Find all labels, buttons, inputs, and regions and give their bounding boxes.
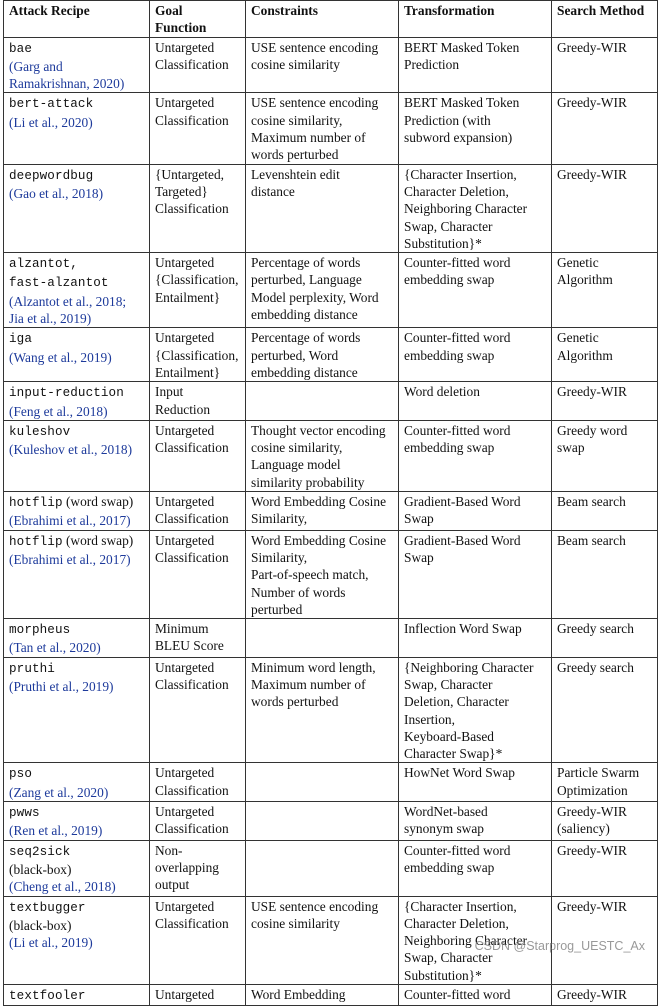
search-cell-line: Particle Swarm	[557, 765, 640, 781]
recipe-cell	[4, 896, 150, 984]
search-cell	[552, 492, 658, 531]
transformation-cell	[399, 420, 552, 491]
goal-cell-line: Classification	[155, 511, 229, 527]
goal-cell-line: Classification	[155, 549, 229, 565]
goal-cell-line: Non-	[155, 842, 183, 858]
recipe-cell	[4, 420, 150, 491]
transformation-cell	[399, 840, 552, 896]
transformation-cell-line: WordNet-based	[404, 804, 488, 820]
citation-link[interactable]: (Alzantot et al., 2018;	[9, 293, 127, 309]
recipe-name: hotflip	[9, 534, 63, 549]
citation-link[interactable]: (Wang et al., 2019)	[9, 349, 112, 365]
goal-cell-line: Untargeted	[155, 39, 215, 55]
citation-link[interactable]: (Ren et al., 2019)	[9, 823, 103, 839]
citation-link[interactable]: (Feng et al., 2018)	[9, 403, 108, 419]
constraints-cell-line: cosine similarity,	[251, 440, 343, 456]
goal-cell	[150, 492, 246, 531]
table-row	[4, 840, 658, 896]
search-cell	[552, 253, 658, 328]
constraints-cell	[246, 530, 399, 618]
transformation-cell-line: Counter-fitted word	[404, 842, 511, 858]
constraints-cell	[246, 619, 399, 658]
table-row	[4, 420, 658, 491]
transformation-cell-line: Counter-fitted word	[404, 422, 511, 438]
recipe-cell	[4, 93, 150, 164]
transformation-cell-line: Counter-fitted word	[404, 987, 511, 1003]
goal-cell-line: output	[155, 877, 190, 893]
constraints-cell	[246, 985, 399, 1006]
recipe-name: textbugger	[9, 900, 86, 915]
table-row	[4, 253, 658, 328]
citation-link[interactable]: Ramakrishnan, 2020)	[9, 76, 125, 92]
constraints-cell-line: distance	[251, 183, 295, 199]
citation-link[interactable]: (Ebrahimi et al., 2017)	[9, 551, 131, 567]
recipe-name: bae	[9, 41, 32, 56]
recipe-variant: (black-box)	[9, 917, 72, 933]
search-cell-line: Algorithm	[557, 272, 613, 288]
transformation-cell-line: Prediction	[404, 56, 460, 72]
constraints-cell-line: perturbed, Word	[251, 347, 339, 363]
recipe-name: seq2sick	[9, 844, 71, 859]
search-cell-line: Greedy word	[557, 422, 628, 438]
transformation-cell-line: BERT Masked Token	[404, 39, 520, 55]
transformation-cell-line: Swap	[404, 549, 434, 565]
search-cell-line: Greedy-WIR	[557, 804, 627, 820]
recipe-cell	[4, 492, 150, 531]
search-cell-line: (saliency)	[557, 821, 610, 837]
goal-cell-line: Untargeted	[155, 898, 215, 914]
goal-cell-line: Untargeted	[155, 330, 215, 346]
transformation-cell-line: {Character Insertion,	[404, 898, 517, 914]
citation-link[interactable]: (Cheng et al., 2018)	[9, 879, 116, 895]
constraints-cell-line: words perturbed	[251, 694, 339, 710]
constraints-cell	[246, 93, 399, 164]
constraints-cell-line: Maximum number of	[251, 130, 366, 146]
recipe-name: morpheus	[9, 623, 71, 638]
transformation-cell-line: Neighboring Character	[404, 933, 528, 949]
goal-cell-line: {Classification,	[155, 347, 239, 363]
constraints-cell	[246, 840, 399, 896]
goal-cell	[150, 93, 246, 164]
transformation-cell-line: Counter-fitted word	[404, 255, 511, 271]
table-row	[4, 619, 658, 658]
goal-cell-line: Targeted}	[155, 183, 208, 199]
search-cell	[552, 37, 658, 93]
search-cell	[552, 763, 658, 802]
transformation-cell-line: Neighboring Character	[404, 201, 528, 217]
transformation-cell-line: embedding swap	[404, 440, 495, 456]
transformation-cell-line: {Neighboring Character	[404, 659, 534, 675]
search-cell-line: Greedy search	[557, 659, 634, 675]
citation-link[interactable]: (Kuleshov et al., 2018)	[9, 442, 133, 458]
search-cell-line: Algorithm	[557, 347, 613, 363]
search-cell-line: Greedy search	[557, 621, 634, 637]
constraints-cell-line: Levenshtein edit	[251, 166, 340, 182]
constraints-cell-line: cosine similarity	[251, 915, 340, 931]
goal-cell	[150, 619, 246, 658]
table-row	[4, 37, 658, 93]
search-cell	[552, 530, 658, 618]
recipe-name: fast-alzantot	[9, 276, 109, 291]
goal-cell-line: Classification	[155, 201, 229, 217]
transformation-cell	[399, 253, 552, 328]
citation-link[interactable]: Jia et al., 2019)	[9, 311, 92, 327]
search-cell	[552, 657, 658, 763]
header-search-method: Search Method	[552, 1, 658, 38]
transformation-cell	[399, 93, 552, 164]
constraints-cell	[246, 657, 399, 763]
transformation-cell-line: BERT Masked Token	[404, 95, 520, 111]
constraints-cell	[246, 420, 399, 491]
recipe-cell	[4, 619, 150, 658]
search-cell	[552, 619, 658, 658]
table-row	[4, 802, 658, 841]
goal-cell-line: Classification	[155, 676, 229, 692]
goal-cell-line: Classification	[155, 112, 229, 128]
recipe-name: kuleshov	[9, 424, 71, 439]
search-cell-line: Genetic	[557, 330, 599, 346]
constraints-cell-line: Model perplexity, Word	[251, 289, 379, 305]
recipe-cell	[4, 840, 150, 896]
citation-link[interactable]: (Garg and	[9, 58, 63, 74]
recipe-variant: (black-box)	[9, 861, 72, 877]
search-cell	[552, 328, 658, 382]
search-cell-line: Genetic	[557, 255, 599, 271]
header-row	[4, 1, 658, 38]
recipe-name: input-reduction	[9, 386, 124, 401]
citation-link[interactable]: (Pruthi et al., 2019)	[9, 678, 114, 694]
table-row	[4, 492, 658, 531]
transformation-cell-line: Counter-fitted word	[404, 330, 511, 346]
recipe-cell	[4, 37, 150, 93]
transformation-cell-line: Gradient-Based Word	[404, 532, 521, 548]
constraints-cell-line: embedding distance	[251, 364, 358, 380]
attack-recipes-table	[3, 0, 658, 1006]
table-row	[4, 657, 658, 763]
recipe-cell	[4, 530, 150, 618]
goal-cell	[150, 164, 246, 252]
transformation-cell-line: Swap	[404, 511, 434, 527]
table-row	[4, 328, 658, 382]
transformation-cell	[399, 37, 552, 93]
constraints-cell-line: Part-of-speech match,	[251, 567, 369, 583]
citation-link[interactable]: (Li et al., 2019)	[9, 935, 93, 951]
transformation-cell-line: Gradient-Based Word	[404, 494, 521, 510]
constraints-cell	[246, 802, 399, 841]
goal-cell-line: Untargeted	[155, 255, 215, 271]
transformation-cell-line: embedding swap	[404, 859, 495, 875]
transformation-cell-line: Prediction (with	[404, 112, 491, 128]
goal-cell-line: overlapping	[155, 859, 219, 875]
table-row	[4, 985, 658, 1006]
transformation-cell	[399, 492, 552, 531]
constraints-cell-line: cosine similarity	[251, 56, 340, 72]
constraints-cell-line: USE sentence encoding	[251, 95, 379, 111]
search-cell-line: Greedy-WIR	[557, 898, 627, 914]
recipe-name: bert-attack	[9, 97, 94, 112]
goal-cell	[150, 328, 246, 382]
transformation-cell-line: HowNet Word Swap	[404, 765, 515, 781]
constraints-cell-line: Percentage of words	[251, 255, 361, 271]
search-cell	[552, 985, 658, 1006]
transformation-cell	[399, 985, 552, 1006]
search-cell	[552, 93, 658, 164]
search-cell-line: Greedy-WIR	[557, 39, 627, 55]
goal-cell-line: Entailment}	[155, 289, 221, 305]
search-cell-line: Greedy-WIR	[557, 384, 627, 400]
table-row	[4, 93, 658, 164]
goal-cell	[150, 420, 246, 491]
constraints-cell	[246, 328, 399, 382]
search-cell-line: Greedy-WIR	[557, 987, 627, 1003]
search-cell-line: Optimization	[557, 782, 628, 798]
table-row	[4, 530, 658, 618]
goal-cell	[150, 802, 246, 841]
constraints-cell	[246, 492, 399, 531]
goal-cell	[150, 253, 246, 328]
search-cell	[552, 164, 658, 252]
recipe-name: alzantot,	[9, 257, 78, 272]
recipe-cell	[4, 164, 150, 252]
transformation-cell	[399, 164, 552, 252]
goal-cell-line: Minimum	[155, 621, 209, 637]
goal-cell-line: {Untargeted,	[155, 166, 225, 182]
goal-cell-line: Untargeted	[155, 987, 215, 1003]
search-cell-line: Greedy-WIR	[557, 842, 627, 858]
transformation-cell-line: Character Deletion,	[404, 183, 509, 199]
constraints-cell	[246, 164, 399, 252]
goal-cell	[150, 896, 246, 984]
constraints-cell	[246, 763, 399, 802]
transformation-cell-line: Swap, Character	[404, 218, 493, 234]
constraints-cell-line: Maximum number of	[251, 676, 366, 692]
goal-cell	[150, 530, 246, 618]
constraints-cell	[246, 253, 399, 328]
search-cell-line: Greedy-WIR	[557, 166, 627, 182]
goal-cell-line: BLEU Score	[155, 638, 224, 654]
constraints-cell-line: Thought vector encoding	[251, 422, 386, 438]
header-constraints: Constraints	[246, 1, 399, 38]
search-cell-line: Beam search	[557, 532, 626, 548]
search-cell	[552, 840, 658, 896]
recipe-cell	[4, 985, 150, 1006]
constraints-cell-line: similarity probability	[251, 474, 365, 490]
table-row	[4, 382, 658, 421]
goal-cell-line: Classification	[155, 440, 229, 456]
constraints-clip	[251, 493, 393, 527]
search-cell-line: swap	[557, 440, 585, 456]
recipe-cell	[4, 802, 150, 841]
table-row	[4, 164, 658, 252]
recipe-cell	[4, 763, 150, 802]
constraints-cell-line: perturbed	[251, 601, 303, 617]
transformation-cell-line: Inflection Word Swap	[404, 621, 522, 637]
goal-cell	[150, 37, 246, 93]
transformation-cell-line: Deletion, Character	[404, 694, 509, 710]
recipe-name: textfooler	[9, 989, 86, 1004]
transformation-cell-line: Character Swap}*	[404, 746, 503, 762]
goal-cell-line: Entailment}	[155, 364, 221, 380]
constraints-cell	[246, 382, 399, 421]
constraints-cell-line: USE sentence encoding	[251, 39, 379, 55]
goal-cell-line: Untargeted	[155, 95, 215, 111]
constraints-cell	[246, 37, 399, 93]
constraints-cell-line: Similarity,	[251, 549, 308, 565]
transformation-cell	[399, 619, 552, 658]
constraints-cell-line: Similarity,	[251, 511, 308, 527]
header-goal-function: Goal Function	[150, 1, 246, 38]
transformation-cell	[399, 530, 552, 618]
constraints-cell-line: Percentage of words	[251, 330, 361, 346]
transformation-cell	[399, 802, 552, 841]
search-cell-line: Greedy-WIR	[557, 95, 627, 111]
constraints-cell-line: cosine similarity,	[251, 112, 343, 128]
header-attack-recipe: Attack Recipe	[4, 1, 150, 38]
citation-link[interactable]: (Ebrahimi et al., 2017)	[9, 513, 131, 529]
transformation-cell-line: Insertion,	[404, 711, 455, 727]
transformation-cell-line: Substitution}*	[404, 967, 482, 983]
transformation-cell	[399, 763, 552, 802]
goal-cell-line: Untargeted	[155, 532, 215, 548]
constraints-cell-line: Minimum word length,	[251, 659, 376, 675]
goal-cell-line: Untargeted	[155, 494, 215, 510]
transformation-cell-line: embedding swap	[404, 347, 495, 363]
recipe-cell	[4, 382, 150, 421]
transformation-cell-line: Swap, Character	[404, 950, 493, 966]
transformation-cell	[399, 657, 552, 763]
constraints-cell-line: embedding distance	[251, 307, 358, 323]
goal-cell	[150, 763, 246, 802]
goal-cell-line: Untargeted	[155, 804, 215, 820]
search-cell	[552, 420, 658, 491]
constraints-cell-line: USE sentence encoding	[251, 898, 379, 914]
recipe-name: pruthi	[9, 661, 55, 676]
constraints-cell-line: perturbed, Language	[251, 272, 362, 288]
recipe-name: deepwordbug	[9, 168, 94, 183]
goal-cell-line: Untargeted	[155, 422, 215, 438]
constraints-cell-line: Word Embedding Cosine	[251, 532, 387, 548]
goal-cell-line: Untargeted	[155, 659, 215, 675]
goal-cell	[150, 382, 246, 421]
transformation-cell-line: Word deletion	[404, 384, 480, 400]
citation-link[interactable]: (Tan et al., 2020)	[9, 640, 101, 656]
goal-cell-line: Untargeted	[155, 765, 215, 781]
search-cell	[552, 382, 658, 421]
constraints-cell-line: Number of words	[251, 584, 346, 600]
goal-cell-line: {Classification,	[155, 272, 239, 288]
citation-link[interactable]: (Zang et al., 2020)	[9, 784, 109, 800]
recipe-cell	[4, 253, 150, 328]
header-transformation: Transformation	[399, 1, 552, 38]
constraints-cell	[246, 896, 399, 984]
transformation-cell-line: subword expansion)	[404, 130, 513, 146]
transformation-cell-line: embedding swap	[404, 272, 495, 288]
constraints-cell-line: Word Embedding Cosine	[251, 494, 387, 510]
transformation-cell	[399, 328, 552, 382]
transformation-cell-line: Swap, Character	[404, 676, 493, 692]
goal-cell-line: Classification	[155, 915, 229, 931]
transformation-cell-line: synonym swap	[404, 821, 484, 837]
citation-link[interactable]: (Gao et al., 2018)	[9, 185, 104, 201]
search-cell-line: Beam search	[557, 494, 626, 510]
goal-cell-line: Classification	[155, 782, 229, 798]
watermark: CSDN @Starprog_UESTC_Ax	[474, 939, 645, 953]
goal-cell	[150, 840, 246, 896]
recipe-name: pso	[9, 767, 32, 782]
recipe-cell	[4, 657, 150, 763]
goal-cell-line: Reduction	[155, 401, 211, 417]
goal-cell	[150, 657, 246, 763]
transformation-cell-line: Character Deletion,	[404, 915, 509, 931]
citation-link[interactable]: (Li et al., 2020)	[9, 114, 93, 130]
transformation-cell-line: Keyboard-Based	[404, 728, 494, 744]
recipe-name: iga	[9, 332, 32, 347]
table-row	[4, 763, 658, 802]
constraints-cell-line: words perturbed	[251, 147, 339, 163]
recipe-name: hotflip	[9, 496, 63, 511]
goal-cell-line: Classification	[155, 56, 229, 72]
goal-cell-line: Classification	[155, 821, 229, 837]
transformation-cell-line: Substitution}*	[404, 235, 482, 251]
recipe-name: pwws	[9, 806, 40, 821]
goal-cell-line: Input	[155, 384, 184, 400]
recipe-suffix: (word swap)	[62, 532, 134, 548]
constraints-cell-line: Language model	[251, 457, 341, 473]
recipe-suffix: (word swap)	[62, 494, 134, 510]
transformation-cell-line: {Character Insertion,	[404, 166, 517, 182]
constraints-cell-line: Word Embedding	[251, 987, 346, 1003]
transformation-cell	[399, 382, 552, 421]
recipe-cell	[4, 328, 150, 382]
search-cell	[552, 802, 658, 841]
goal-cell	[150, 985, 246, 1006]
